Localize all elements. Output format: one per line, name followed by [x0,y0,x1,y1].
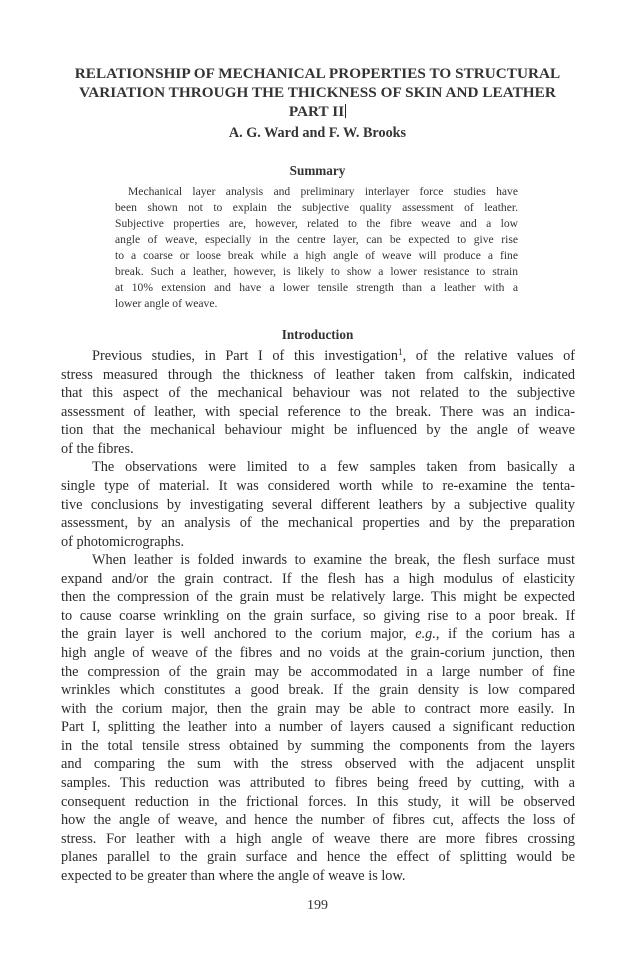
paper-title [56,64,579,121]
summary-line: to a coarse or loose break while a high angle of weave will produce a fine [115,249,518,262]
body-line: assessment of leather, with special reference to the break. There was an indica- [61,403,575,420]
body-line: consequent reduction in the frictional forces. In this study, it will be observed [61,793,575,810]
body-line: then the compression of the grain must be relatively large. This might be expected [61,589,575,606]
body-line: stress measured through the thickness of leather taken from calfskin, indicated [61,366,575,383]
body-line: to cause coarse wrinkling on the grain surface, so giving rise to a poor break. If [61,607,575,624]
body-line: stress. For leather with a high angle of weave there are more fibres crossing [61,830,575,847]
body-line: of photomicrographs. [61,533,185,550]
title-line: RELATIONSHIP OF MECHANICAL PROPERTIES TO STRUCTURAL [74,65,561,82]
body-text: Previous studies, in Part I of this investigation [92,348,399,364]
body-line: the compression of the grain may be accommodated in a large number of fine [61,663,575,680]
title-part: PART II [288,103,345,120]
summary-line: at 10% extension and have a lower tensile strength than a leather with a [115,281,518,294]
body-line: expand and/or the grain contract. If the flesh has a high modulus of elasticity [61,570,575,587]
body-line: planes parallel to the grain surface and hence the effect of splitting would be [61,849,575,866]
body-line: samples. This reduction was attributed to fibres being freed by cutting, with a [61,774,575,791]
body-line: tion that the mechanical behaviour might be influenced by the angle of weave [61,422,575,439]
body-line [61,347,575,366]
body-text: , of the relative values of [402,348,575,364]
summary-line: lower angle of weave. [115,297,218,310]
body-line: and comparing the sum with the stress observed with the adjacent unsplit [61,756,575,773]
title-line [56,102,579,121]
body-line: of the fibres. [61,440,134,457]
title-line: VARIATION THROUGH THE THICKNESS OF SKIN AND LEATHER [79,84,556,101]
summary-line: Mechanical layer analysis and preliminary interlayer force studies have [128,185,518,198]
summary-line: Subjective properties are, however, related to the fibre weave and a low [115,217,518,230]
body-line: high angle of weave of the fibres and no voids at the grain-corium junction, then [61,645,575,661]
body-line: how the angle of weave, and hence the number of fibres cut, affects the loss of [61,812,575,829]
introduction-heading: Introduction [281,327,354,342]
body-line: expected to be greater than where the angle of weave is low. [61,867,406,884]
body-line: When leather is folded inwards to examine the break, the flesh surface must [92,552,575,569]
introduction-body [61,347,575,885]
summary-line: angle of weave, especially in the centre layer, can be expected to give rise [115,233,518,246]
summary-abstract [115,184,518,312]
body-line: tive conclusions by investigating several different leathers by a subjective quality [61,496,575,513]
body-line: that this aspect of the mechanical behaviour was not related to the subjective [61,385,575,402]
body-line: single type of material. It was considered worth while to re-examine the tenta- [61,477,575,494]
body-line: wrinkles which constitutes a good break. If the grain density is low compared [61,682,575,699]
summary-heading: Summary [289,163,346,178]
footnote-reference[interactable]: 1 [398,347,403,357]
body-line: The observations were limited to a few samples taken from basically a [92,459,575,476]
body-line: with the corium major, then the grain may be able to contract more easily. In [61,700,575,717]
body-line: the grain layer is well anchored to the corium major, e.g., if the corium has a [61,626,576,643]
emphasis: e.g. [415,626,436,643]
body-line: assessment, by an analysis of the mechanical properties and by the preparation [61,515,575,532]
summary-line: break. Such a leather, however, is likely to show a lower resistance to strain [115,265,518,278]
page-number: 199 [307,898,328,913]
authors: A. G. Ward and F. W. Brooks [228,125,407,141]
body-line: in the total tensile stress obtained by summing the components from the layers [61,737,575,754]
summary-line: been shown not to explain the subjective quality assessment of leather. [115,201,518,214]
body-line: Part I, splitting the leather into a number of layers caused a significant reduction [61,719,575,736]
text-cursor [345,104,346,118]
